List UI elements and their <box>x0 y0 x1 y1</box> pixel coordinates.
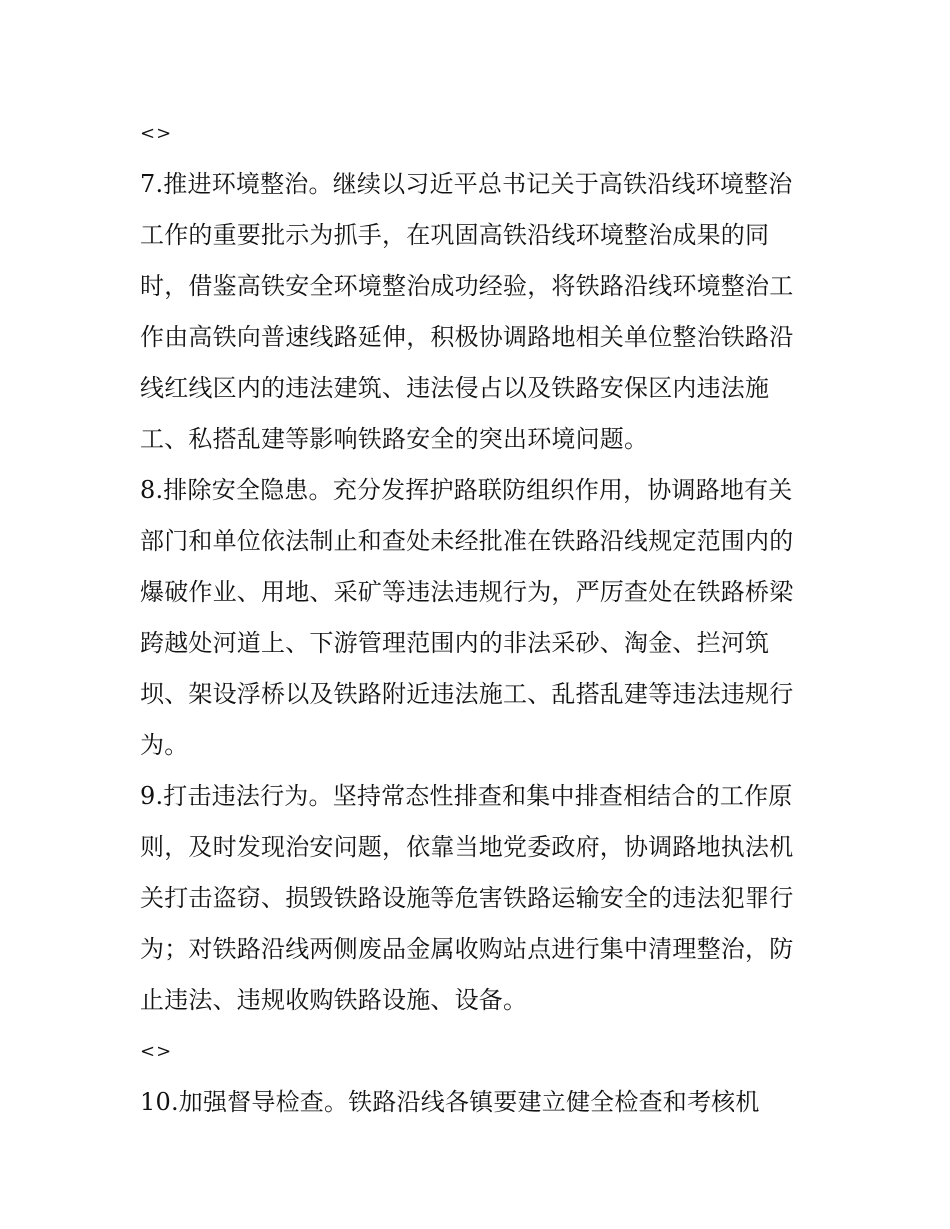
paragraph-8-line-3: 爆破作业、用地、采矿等违法违规行为，严厉查处在铁路桥梁 <box>140 578 794 606</box>
paragraph-7-line-2: 工作的重要批示为抓手，在巩固高铁沿线环境整治成果的同 <box>140 221 770 249</box>
paragraph-8-line-5: 坝、架设浮桥以及铁路附近违法施工、乱搭乱建等违法违规行 <box>140 680 794 708</box>
paragraph-10-line-1: 10.加强督导检查。铁路沿线各镇要建立健全检查和考核机 <box>140 1088 760 1116</box>
paragraph-9-line-2: 则，及时发现治安问题，依靠当地党委政府，协调路地执法机 <box>140 833 794 861</box>
paragraph-7-line-1: 7.推进环境整治。继续以习近平总书记关于高铁沿线环境整治 <box>140 170 793 198</box>
paragraph-8-line-4: 跨越处河道上、下游管理范围内的非法采砂、淘金、拦河筑 <box>140 629 770 657</box>
section-marker: <> <box>140 123 173 144</box>
paragraph-7-line-5: 线红线区内的违法建筑、违法侵占以及铁路安保区内违法施 <box>140 374 770 402</box>
paragraph-9-line-1: 9.打击违法行为。坚持常态性排查和集中排查相结合的工作原 <box>140 782 793 810</box>
paragraph-8-line-1: 8.排除安全隐患。充分发挥护路联防组织作用，协调路地有关 <box>140 476 793 504</box>
paragraph-9-line-3: 关打击盗窃、损毁铁路设施等危害铁路运输安全的违法犯罪行 <box>140 884 794 912</box>
paragraph-8-line-6: 为。 <box>140 731 189 759</box>
paragraph-8-line-2: 部门和单位依法制止和查处未经批准在铁路沿线规定范围内的 <box>140 527 794 555</box>
document-body <box>140 108 820 1128</box>
paragraph-9-line-4: 为；对铁路沿线两侧废品金属收购站点进行集中清理整治，防 <box>140 935 794 963</box>
paragraph-7-line-3: 时，借鉴高铁安全环境整治成功经验，将铁路沿线环境整治工 <box>140 272 794 300</box>
section-marker: <> <box>140 1041 173 1062</box>
paragraph-7-line-6: 工、私搭乱建等影响铁路安全的突出环境问题。 <box>140 425 649 453</box>
paragraph-7-line-4: 作由高铁向普速线路延伸，积极协调路地相关单位整治铁路沿 <box>140 323 794 351</box>
paragraph-9-line-5: 止违法、违规收购铁路设施、设备。 <box>140 986 528 1014</box>
